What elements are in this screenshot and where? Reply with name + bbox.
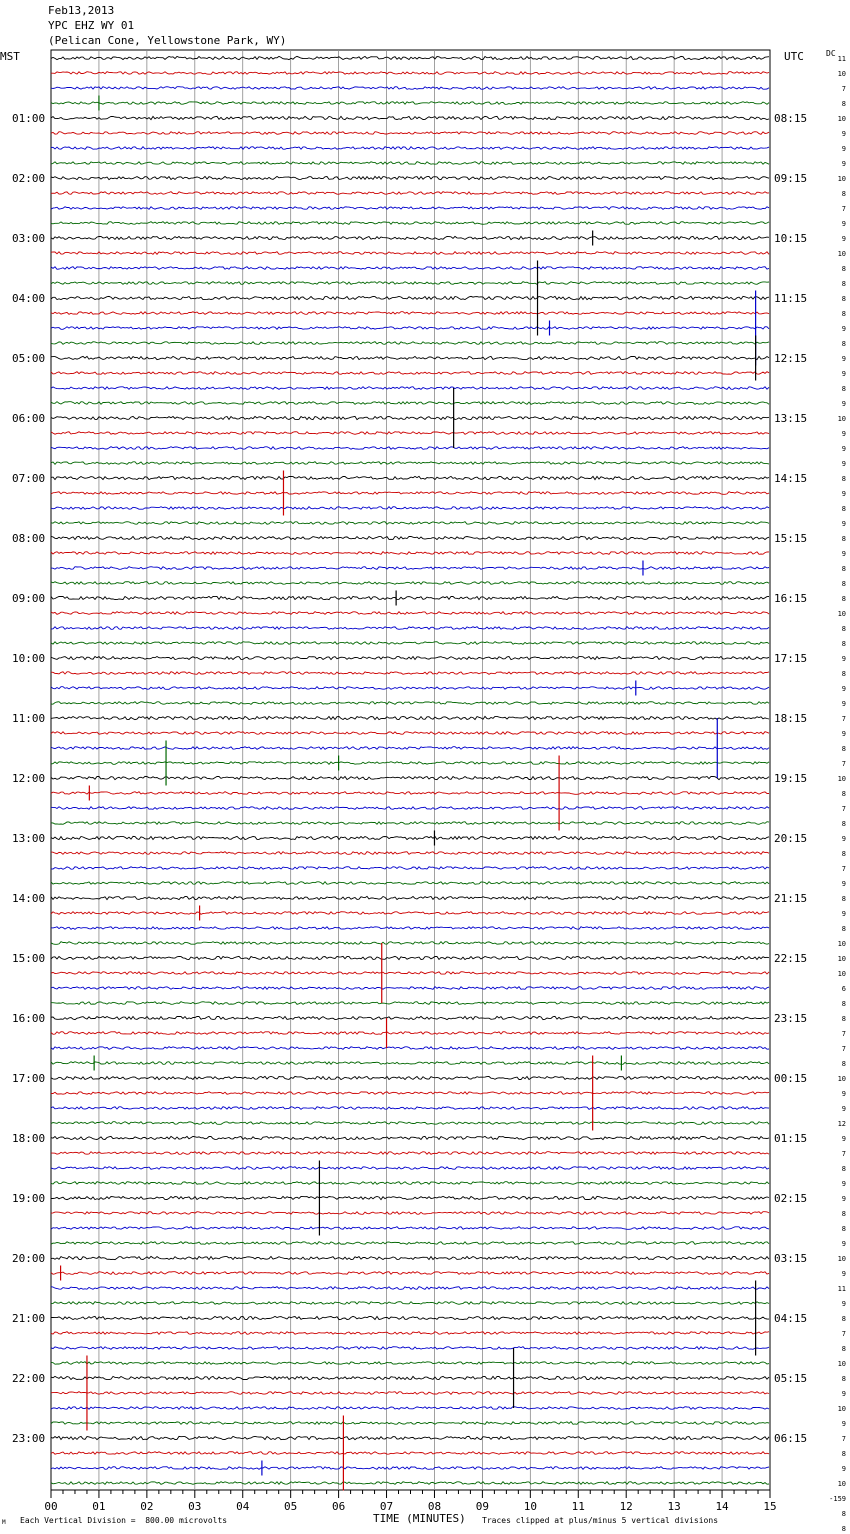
seismic-trace: [51, 1452, 769, 1455]
left-time-label: 21:00: [12, 1312, 46, 1325]
dc-offset-value: 10: [837, 955, 846, 963]
seismic-trace: [51, 1316, 769, 1319]
dc-offset-value: 10: [837, 70, 846, 78]
seismic-trace: [51, 462, 769, 465]
seismic-trace: [51, 687, 769, 690]
dc-offset-value: 8: [841, 895, 846, 903]
left-time-label: 02:00: [12, 172, 46, 185]
dc-offset-value: 9: [841, 520, 846, 528]
dc-offset-value: -159: [829, 1495, 846, 1503]
seismic-trace: [51, 762, 769, 765]
dc-offset-value: 8: [841, 1375, 846, 1383]
dc-offset-value: 8: [841, 850, 846, 858]
left-timezone-label: MST: [0, 50, 20, 63]
x-tick-label: 04: [236, 1500, 250, 1513]
right-time-label: 17:15: [774, 652, 808, 665]
left-time-label: 07:00: [12, 472, 46, 485]
seismic-trace: [51, 492, 769, 495]
seismic-trace: [51, 1092, 769, 1095]
dc-offset-value: 9: [841, 400, 846, 408]
seismic-trace: [51, 222, 769, 225]
x-tick-label: 09: [475, 1500, 490, 1513]
seismic-trace: [51, 1016, 769, 1019]
dc-offset-value: 9: [841, 730, 846, 738]
clip-note: Traces clipped at plus/minus 5 vertical divisions: [482, 1516, 719, 1525]
right-time-label: 22:15: [774, 952, 808, 965]
right-time-label: 15:15: [774, 532, 808, 545]
right-time-label: 13:15: [774, 412, 808, 425]
seismic-trace: [51, 1002, 769, 1005]
seismic-trace: [51, 1287, 769, 1290]
dc-offset-value: 10: [837, 415, 846, 423]
dc-offset-value: 7: [841, 760, 846, 768]
dc-offset-value: 7: [841, 205, 846, 213]
dc-offset-value: 9: [841, 160, 846, 168]
seismic-trace: [51, 176, 769, 179]
seismic-trace: [51, 987, 769, 990]
dc-offset-value: 8: [841, 595, 846, 603]
x-tick-label: 14: [715, 1500, 729, 1513]
seismic-trace: [51, 1332, 769, 1335]
x-tick-label: 01: [92, 1500, 106, 1513]
seismic-trace: [51, 236, 769, 239]
seismic-trace: [51, 1047, 769, 1050]
location-subtitle: (Pelican Cone, Yellowstone Park, WY): [48, 34, 287, 47]
left-time-label: 06:00: [12, 412, 46, 425]
right-time-label: 00:15: [774, 1072, 808, 1085]
seismic-trace: [51, 132, 769, 135]
dc-offset-value: 8: [841, 265, 846, 273]
seismic-trace: [51, 1392, 769, 1395]
right-time-label: 03:15: [774, 1252, 808, 1265]
seismic-trace: [51, 956, 769, 959]
dc-offset-value: 10: [837, 1405, 846, 1413]
dc-offset-value: 8: [841, 1315, 846, 1323]
dc-offset-value: 9: [841, 1135, 846, 1143]
seismic-trace: [51, 87, 769, 90]
seismic-trace: [51, 56, 769, 59]
seismic-trace: [51, 356, 769, 359]
dc-offset-value: 9: [841, 1390, 846, 1398]
seismic-trace: [51, 627, 769, 630]
dc-offset-value: 9: [841, 1300, 846, 1308]
dc-offset-value: 8: [841, 1000, 846, 1008]
dc-offset-value: 7: [841, 1030, 846, 1038]
seismic-trace: [51, 672, 769, 675]
dc-offset-value: 9: [841, 1465, 846, 1473]
right-time-label: 12:15: [774, 352, 808, 365]
dc-offset-value: 8: [841, 745, 846, 753]
seismic-trace: [51, 912, 769, 915]
seismic-trace: [51, 942, 769, 945]
seismic-trace: [51, 192, 769, 195]
left-time-label: 15:00: [12, 952, 46, 965]
dc-offset-value: 8: [841, 1450, 846, 1458]
seismic-trace: [51, 342, 769, 345]
seismic-trace: [51, 1302, 769, 1305]
dc-offset-value: 8: [841, 1225, 846, 1233]
seismic-trace: [51, 702, 769, 705]
right-time-label: 14:15: [774, 472, 808, 485]
seismic-trace: [51, 72, 769, 75]
dc-offset-value: 10: [837, 610, 846, 618]
dc-offset-value: 12: [837, 1120, 846, 1128]
dc-offset-value: 9: [841, 1270, 846, 1278]
x-tick-label: 08: [427, 1500, 442, 1513]
seismic-trace: [51, 1167, 769, 1170]
seismic-trace: [51, 1422, 769, 1425]
dc-offset-value: 8: [841, 580, 846, 588]
dc-offset-value: 7: [841, 805, 846, 813]
left-time-label: 17:00: [12, 1072, 46, 1085]
seismic-trace: [51, 882, 769, 885]
right-time-label: 10:15: [774, 232, 808, 245]
seismic-trace: [51, 267, 769, 270]
seismic-trace: [51, 1436, 769, 1439]
seismic-trace: [51, 432, 769, 435]
dc-offset-value: 8: [841, 535, 846, 543]
seismic-trace: [51, 1482, 769, 1485]
seismic-trace: [51, 116, 769, 119]
dc-offset-value: 8: [841, 1060, 846, 1068]
seismic-trace: [51, 1407, 769, 1410]
x-tick-label: 13: [667, 1500, 681, 1513]
dc-offset-value: 10: [837, 1255, 846, 1263]
seismic-trace: [51, 327, 769, 330]
dc-offset-value: 8: [841, 625, 846, 633]
right-time-label: 19:15: [774, 772, 808, 785]
seismic-trace: [51, 972, 769, 975]
seismic-trace: [51, 657, 769, 660]
dc-offset-value: 9: [841, 355, 846, 363]
seismic-trace: [51, 927, 769, 930]
dc-offset-value: 8: [841, 1345, 846, 1353]
seismic-trace: [51, 416, 769, 419]
seismic-trace: [51, 207, 769, 210]
seismic-trace: [51, 1227, 769, 1230]
dc-offset-value: 9: [841, 1090, 846, 1098]
right-time-label: 20:15: [774, 832, 808, 845]
dc-offset-value: 9: [841, 370, 846, 378]
seismic-trace: [51, 776, 769, 779]
dc-offset-value: 8: [841, 925, 846, 933]
left-time-label: 20:00: [12, 1252, 46, 1265]
seismic-trace: [51, 612, 769, 615]
dc-offset-value: 9: [841, 1195, 846, 1203]
seismic-trace: [51, 476, 769, 479]
dc-offset-value: 7: [841, 715, 846, 723]
dc-offset-value: 9: [841, 685, 846, 693]
seismic-trace: [51, 147, 769, 150]
dc-offset-value: 10: [837, 970, 846, 978]
dc-offset-value: 9: [841, 130, 846, 138]
dc-offset-value: 7: [841, 1435, 846, 1443]
seismic-trace: [51, 162, 769, 165]
dc-offset-value: 8: [841, 790, 846, 798]
seismic-trace: [51, 522, 769, 525]
left-time-label: 08:00: [12, 532, 46, 545]
dc-offset-value: 10: [837, 1360, 846, 1368]
left-time-label: 01:00: [12, 112, 46, 125]
dc-offset-value: 9: [841, 1105, 846, 1113]
dc-offset-value: 10: [837, 1075, 846, 1083]
seismic-trace: [51, 1467, 769, 1470]
seismic-trace: [51, 1272, 769, 1275]
x-tick-label: 15: [763, 1500, 777, 1513]
seismic-trace: [51, 372, 769, 375]
left-time-label: 04:00: [12, 292, 46, 305]
seismic-trace: [51, 312, 769, 315]
dc-offset-value: 9: [841, 1240, 846, 1248]
scale-note: Each Vertical Division = 800.00 microvolts: [20, 1516, 228, 1525]
seismic-trace: [51, 732, 769, 735]
x-tick-label: 12: [619, 1500, 633, 1513]
right-time-label: 11:15: [774, 292, 808, 305]
seismic-trace: [51, 1376, 769, 1379]
dc-offset-value: 8: [841, 565, 846, 573]
seismic-trace: [51, 1256, 769, 1259]
x-tick-label: 00: [44, 1500, 58, 1513]
seismic-trace: [51, 822, 769, 825]
left-time-label: 19:00: [12, 1192, 46, 1205]
right-timezone-label: UTC: [784, 50, 804, 63]
dc-offset-value: 9: [841, 1420, 846, 1428]
seismic-trace: [51, 1107, 769, 1110]
seismic-trace: [51, 552, 769, 555]
dc-offset-value: 9: [841, 145, 846, 153]
x-tick-label: 02: [140, 1500, 154, 1513]
dc-offset-value: 10: [837, 775, 846, 783]
dc-offset-value: 8: [841, 1525, 846, 1533]
dc-offset-value: 9: [841, 490, 846, 498]
dc-offset-value: 9: [841, 835, 846, 843]
dc-offset-value: 6: [841, 985, 846, 993]
dc-offset-value: 8: [841, 505, 846, 513]
dc-offset-value: 9: [841, 430, 846, 438]
dc-offset-value: 9: [841, 445, 846, 453]
plot-frame: [51, 50, 770, 1490]
dc-offset-value: 9: [841, 655, 846, 663]
date-title: Feb13,2013: [48, 4, 115, 17]
dc-offset-value: 8: [841, 475, 846, 483]
dc-offset-value: 9: [841, 880, 846, 888]
dc-offset-value: 8: [841, 640, 846, 648]
right-time-label: 09:15: [774, 172, 808, 185]
right-time-label: 18:15: [774, 712, 808, 725]
seismic-trace: [51, 1136, 769, 1139]
seismic-trace: [51, 1182, 769, 1185]
right-time-label: 05:15: [774, 1372, 808, 1385]
dc-offset-value: 8: [841, 1165, 846, 1173]
right-time-label: 08:15: [774, 112, 808, 125]
left-time-label: 03:00: [12, 232, 46, 245]
seismic-trace: [51, 747, 769, 750]
seismic-trace: [51, 852, 769, 855]
dc-offset-value: 8: [841, 310, 846, 318]
right-time-label: 23:15: [774, 1012, 808, 1025]
seismic-trace: [51, 1362, 769, 1365]
seismic-trace: [51, 1242, 769, 1245]
dc-offset-value: 9: [841, 910, 846, 918]
corner-mark: M: [2, 1519, 6, 1526]
seismic-trace: [51, 1152, 769, 1155]
x-tick-label: 11: [571, 1500, 585, 1513]
dc-offset-value: 7: [841, 865, 846, 873]
left-time-label: 18:00: [12, 1132, 46, 1145]
x-tick-label: 10: [523, 1500, 537, 1513]
seismic-trace: [51, 807, 769, 810]
dc-offset-value: 9: [841, 460, 846, 468]
dc-offset-value: 9: [841, 700, 846, 708]
seismic-trace: [51, 296, 769, 299]
left-time-label: 09:00: [12, 592, 46, 605]
right-time-label: 21:15: [774, 892, 808, 905]
seismic-trace: [51, 867, 769, 870]
station-title: YPC EHZ WY 01: [48, 19, 135, 32]
dc-offset-value: 9: [841, 325, 846, 333]
seismic-trace: [51, 402, 769, 405]
left-time-label: 13:00: [12, 832, 46, 845]
right-time-label: 16:15: [774, 592, 808, 605]
seismic-trace: [51, 896, 769, 899]
x-tick-label: 07: [379, 1500, 394, 1513]
dc-offset-value: 10: [837, 1480, 846, 1488]
dc-offset-value: 7: [841, 1150, 846, 1158]
dc-offset-value: 10: [837, 940, 846, 948]
seismic-trace: [51, 1032, 769, 1035]
left-time-label: 10:00: [12, 652, 46, 665]
dc-offset-value: 8: [841, 340, 846, 348]
seismic-trace: [51, 1196, 769, 1199]
x-tick-label: 03: [188, 1500, 202, 1513]
right-time-label: 02:15: [774, 1192, 808, 1205]
left-time-label: 14:00: [12, 892, 46, 905]
left-time-label: 05:00: [12, 352, 46, 365]
seismic-trace: [51, 1062, 769, 1065]
seismic-trace: [51, 102, 769, 105]
seismic-trace: [51, 596, 769, 599]
right-time-label: 04:15: [774, 1312, 808, 1325]
seismic-trace: [51, 536, 769, 539]
dc-offset-value: 9: [841, 550, 846, 558]
seismic-trace: [51, 282, 769, 285]
dc-offset-value: 8: [841, 1510, 846, 1518]
dc-offset-value: 9: [841, 235, 846, 243]
right-time-label: 06:15: [774, 1432, 808, 1445]
x-tick-label: 05: [284, 1500, 298, 1513]
dc-offset-value: 10: [837, 250, 846, 258]
dc-offset-value: 8: [841, 820, 846, 828]
left-time-label: 22:00: [12, 1372, 46, 1385]
seismic-trace: [51, 447, 769, 450]
dc-offset-value: 7: [841, 1330, 846, 1338]
seismic-trace: [51, 507, 769, 510]
left-time-label: 12:00: [12, 772, 46, 785]
right-time-label: 01:15: [774, 1132, 808, 1145]
dc-offset-value: 10: [837, 115, 846, 123]
dc-offset-value: 9: [841, 220, 846, 228]
seismic-trace: [51, 836, 769, 839]
seismic-trace: [51, 792, 769, 795]
seismic-trace: [51, 716, 769, 719]
dc-offset-value: 8: [841, 385, 846, 393]
x-axis-title: TIME (MINUTES): [373, 1512, 466, 1525]
dc-offset-value: 7: [841, 85, 846, 93]
seismic-trace: [51, 1076, 769, 1079]
dc-offset-value: 8: [841, 100, 846, 108]
dc-offset-value: 8: [841, 1015, 846, 1023]
left-time-label: 16:00: [12, 1012, 46, 1025]
dc-offset-header: DC: [826, 49, 836, 58]
seismic-trace: [51, 252, 769, 255]
seismic-trace: [51, 642, 769, 645]
dc-offset-value: 8: [841, 190, 846, 198]
left-time-label: 23:00: [12, 1432, 46, 1445]
dc-offset-value: 8: [841, 670, 846, 678]
dc-offset-value: 7: [841, 1045, 846, 1053]
dc-offset-value: 8: [841, 280, 846, 288]
seismic-trace: [51, 1122, 769, 1125]
seismic-trace: [51, 387, 769, 390]
x-tick-label: 06: [331, 1500, 346, 1513]
dc-offset-value: 10: [837, 175, 846, 183]
dc-offset-value: 8: [841, 295, 846, 303]
dc-offset-value: 11: [837, 1285, 846, 1293]
dc-offset-value: 8: [841, 1210, 846, 1218]
seismic-trace: [51, 582, 769, 585]
dc-offset-value: 11: [837, 55, 846, 63]
seismic-trace: [51, 1347, 769, 1350]
left-time-label: 11:00: [12, 712, 46, 725]
dc-offset-value: 9: [841, 1180, 846, 1188]
seismic-trace: [51, 1212, 769, 1215]
seismic-trace: [51, 567, 769, 570]
